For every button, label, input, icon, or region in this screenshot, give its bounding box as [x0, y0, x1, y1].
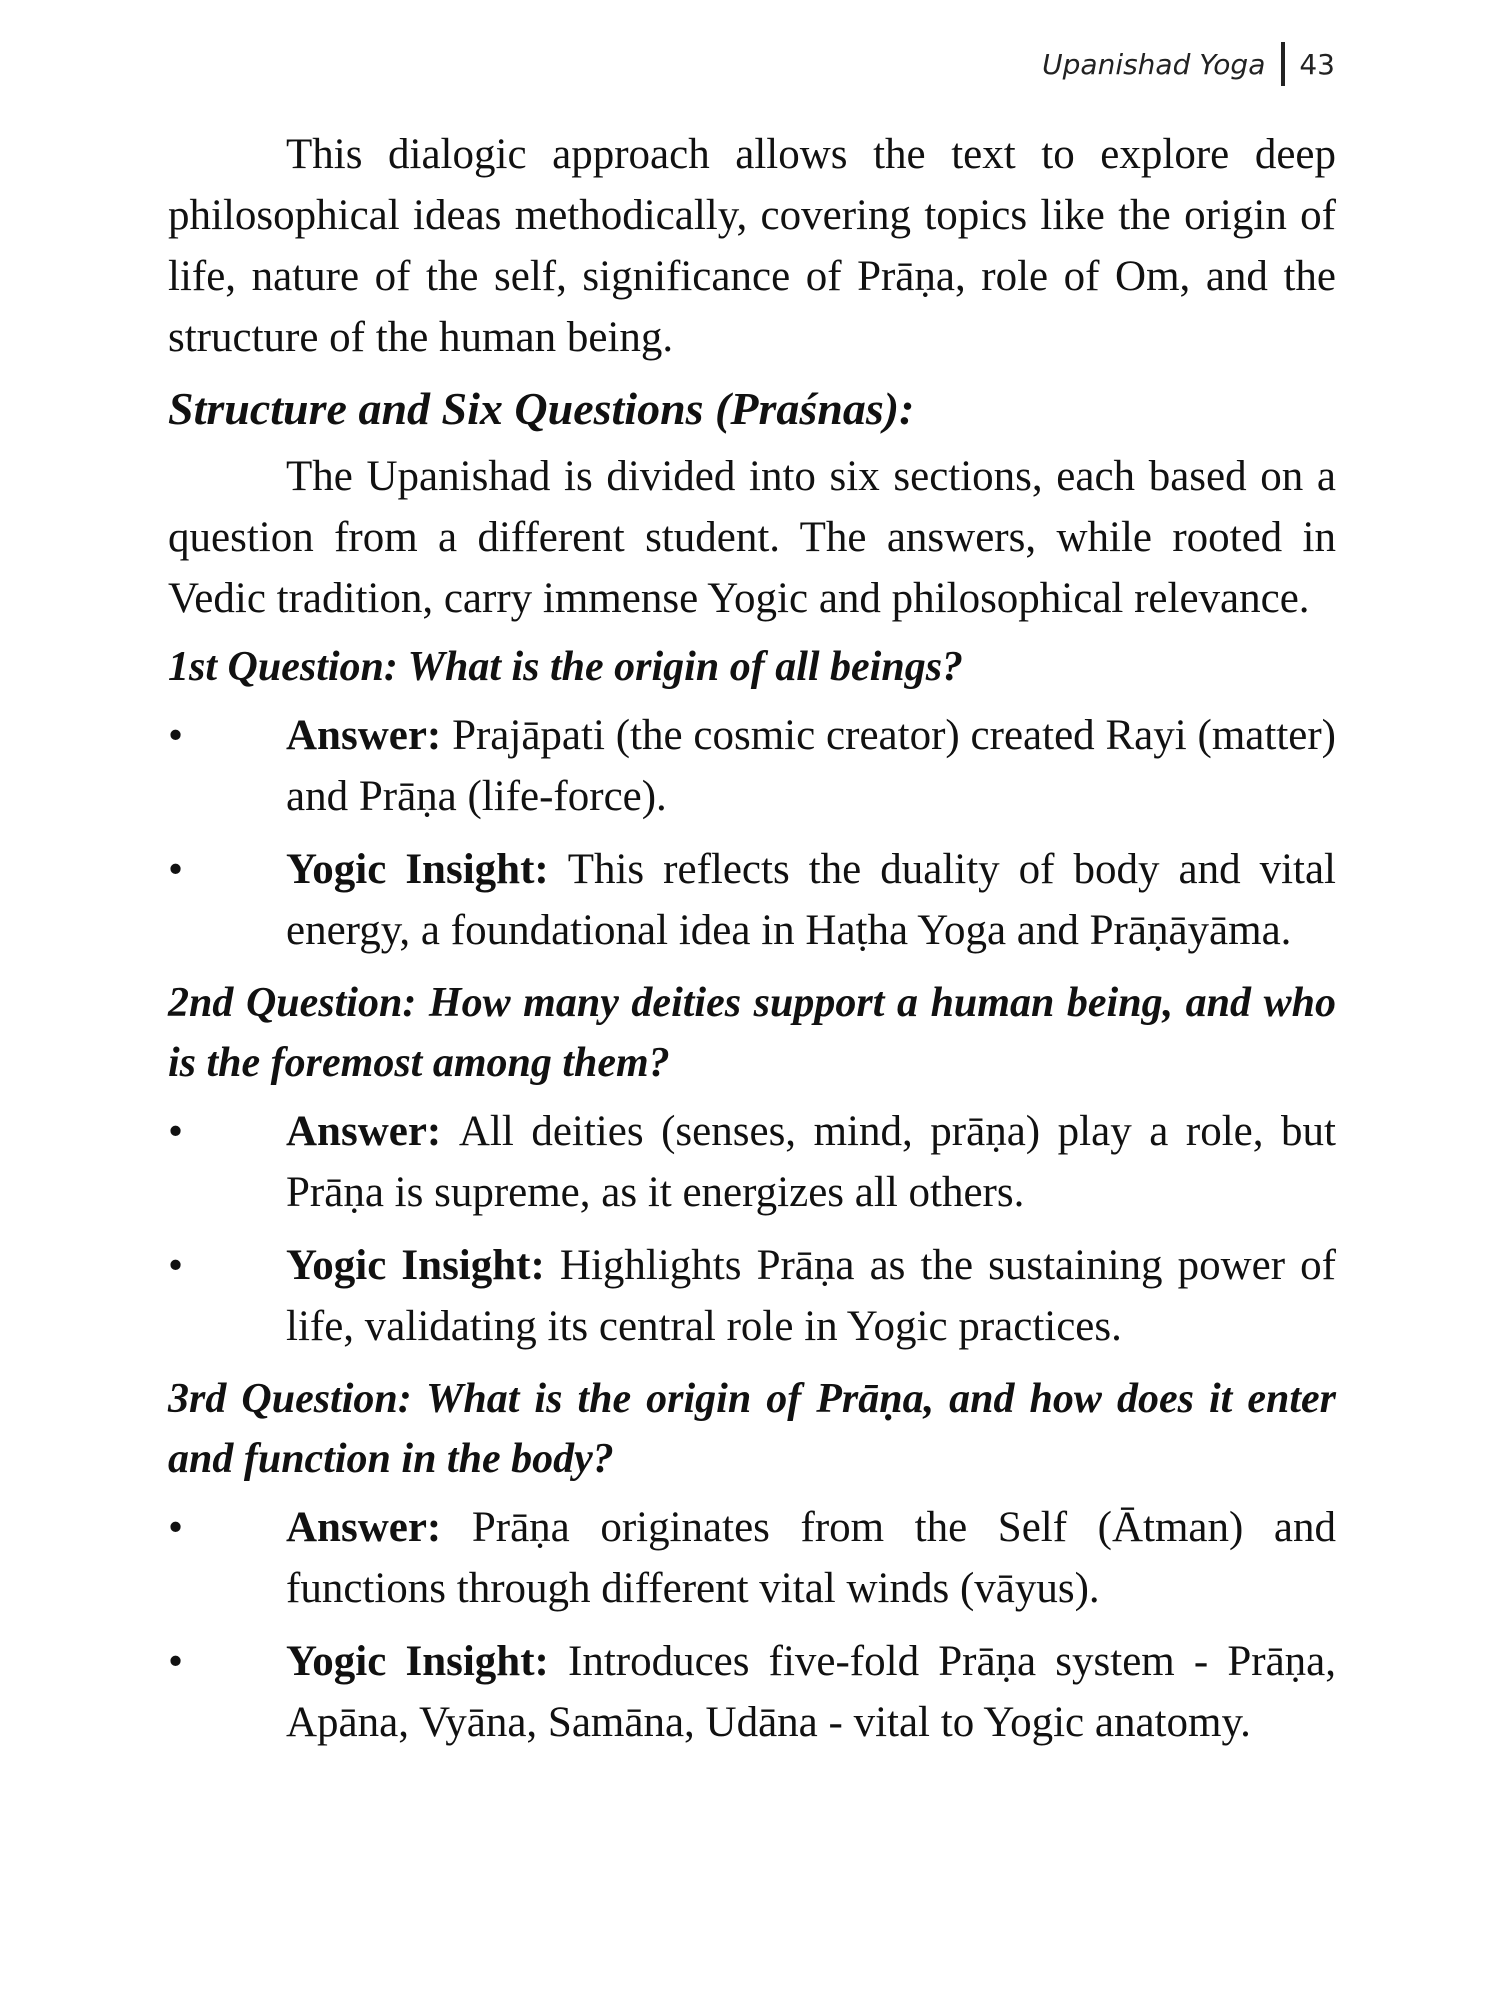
- list-item: [168, 1101, 1336, 1223]
- header-divider: [1281, 42, 1285, 86]
- question-2-list: [168, 1101, 1336, 1357]
- question-heading-3: 3rd Question: What is the origin of Prāṇa, and how does it enter and function in the body?: [168, 1376, 1336, 1482]
- section-paragraph: The Upanishad is divided into six sections, each based on a question from a different student. The answers, while rooted in Vedic tradition, carry immense Yogic and philosophical relevance.: [168, 453, 1336, 622]
- insight-label: Yogic Insight:: [286, 1638, 568, 1685]
- insight-label: Yogic Insight:: [286, 1242, 560, 1289]
- running-header: [1042, 42, 1335, 86]
- answer-text: Prāṇa originates from the Self (Ātman) and functions through different vital winds (vāyus).: [286, 1504, 1337, 1612]
- question-1-list: [168, 705, 1336, 961]
- insight-text: Introduces five-fold Prāṇa system - Prāṇa, Apāna, Vyāna, Samāna, Udāna - vital to Yogic anatomy.: [286, 1638, 1336, 1746]
- answer-label: Answer:: [286, 1504, 472, 1551]
- bullet-icon: •: [168, 846, 184, 893]
- answer-label: Answer:: [286, 712, 453, 759]
- running-header-title: Upanishad Yoga: [1042, 47, 1266, 81]
- answer-text: Prajāpati (the cosmic creator) created Rayi (matter) and Prāṇa (life-force).: [286, 712, 1336, 820]
- bullet-icon: •: [168, 1242, 184, 1289]
- list-item: [168, 1235, 1336, 1357]
- page-number: 43: [1299, 47, 1335, 81]
- list-item: [168, 839, 1336, 961]
- list-item: [168, 1497, 1336, 1619]
- intro-paragraph: This dialogic approach allows the text to explore deep philosophical ideas methodically, covering topics like the origin of life, nature of the self, significance of Prāṇa, role of Om, and the structure of the human being.: [168, 131, 1336, 361]
- bullet-icon: •: [168, 1108, 184, 1155]
- page-body: [168, 124, 1336, 1765]
- list-item: [168, 705, 1336, 827]
- insight-text: Highlights Prāṇa as the sustaining power of life, validating its central role in Yogic practices.: [286, 1242, 1336, 1350]
- answer-label: Answer:: [286, 1108, 459, 1155]
- question-heading-1: 1st Question: What is the origin of all beings?: [168, 644, 964, 690]
- question-3-list: [168, 1497, 1336, 1753]
- insight-text: This reflects the duality of body and vital energy, a foundational idea in Haṭha Yoga and Prāṇāyāma.: [286, 846, 1337, 954]
- bullet-icon: •: [168, 1638, 184, 1685]
- bullet-icon: •: [168, 1504, 184, 1551]
- insight-label: Yogic Insight:: [286, 846, 568, 893]
- question-heading-2: 2nd Question: How many deities support a human being, and who is the foremost among them?: [168, 980, 1336, 1086]
- section-heading: Structure and Six Questions (Praśnas):: [168, 383, 915, 434]
- bullet-icon: •: [168, 712, 184, 759]
- list-item: [168, 1631, 1336, 1753]
- answer-text: All deities (senses, mind, prāṇa) play a role, but Prāṇa is supreme, as it energizes all others.: [286, 1108, 1336, 1216]
